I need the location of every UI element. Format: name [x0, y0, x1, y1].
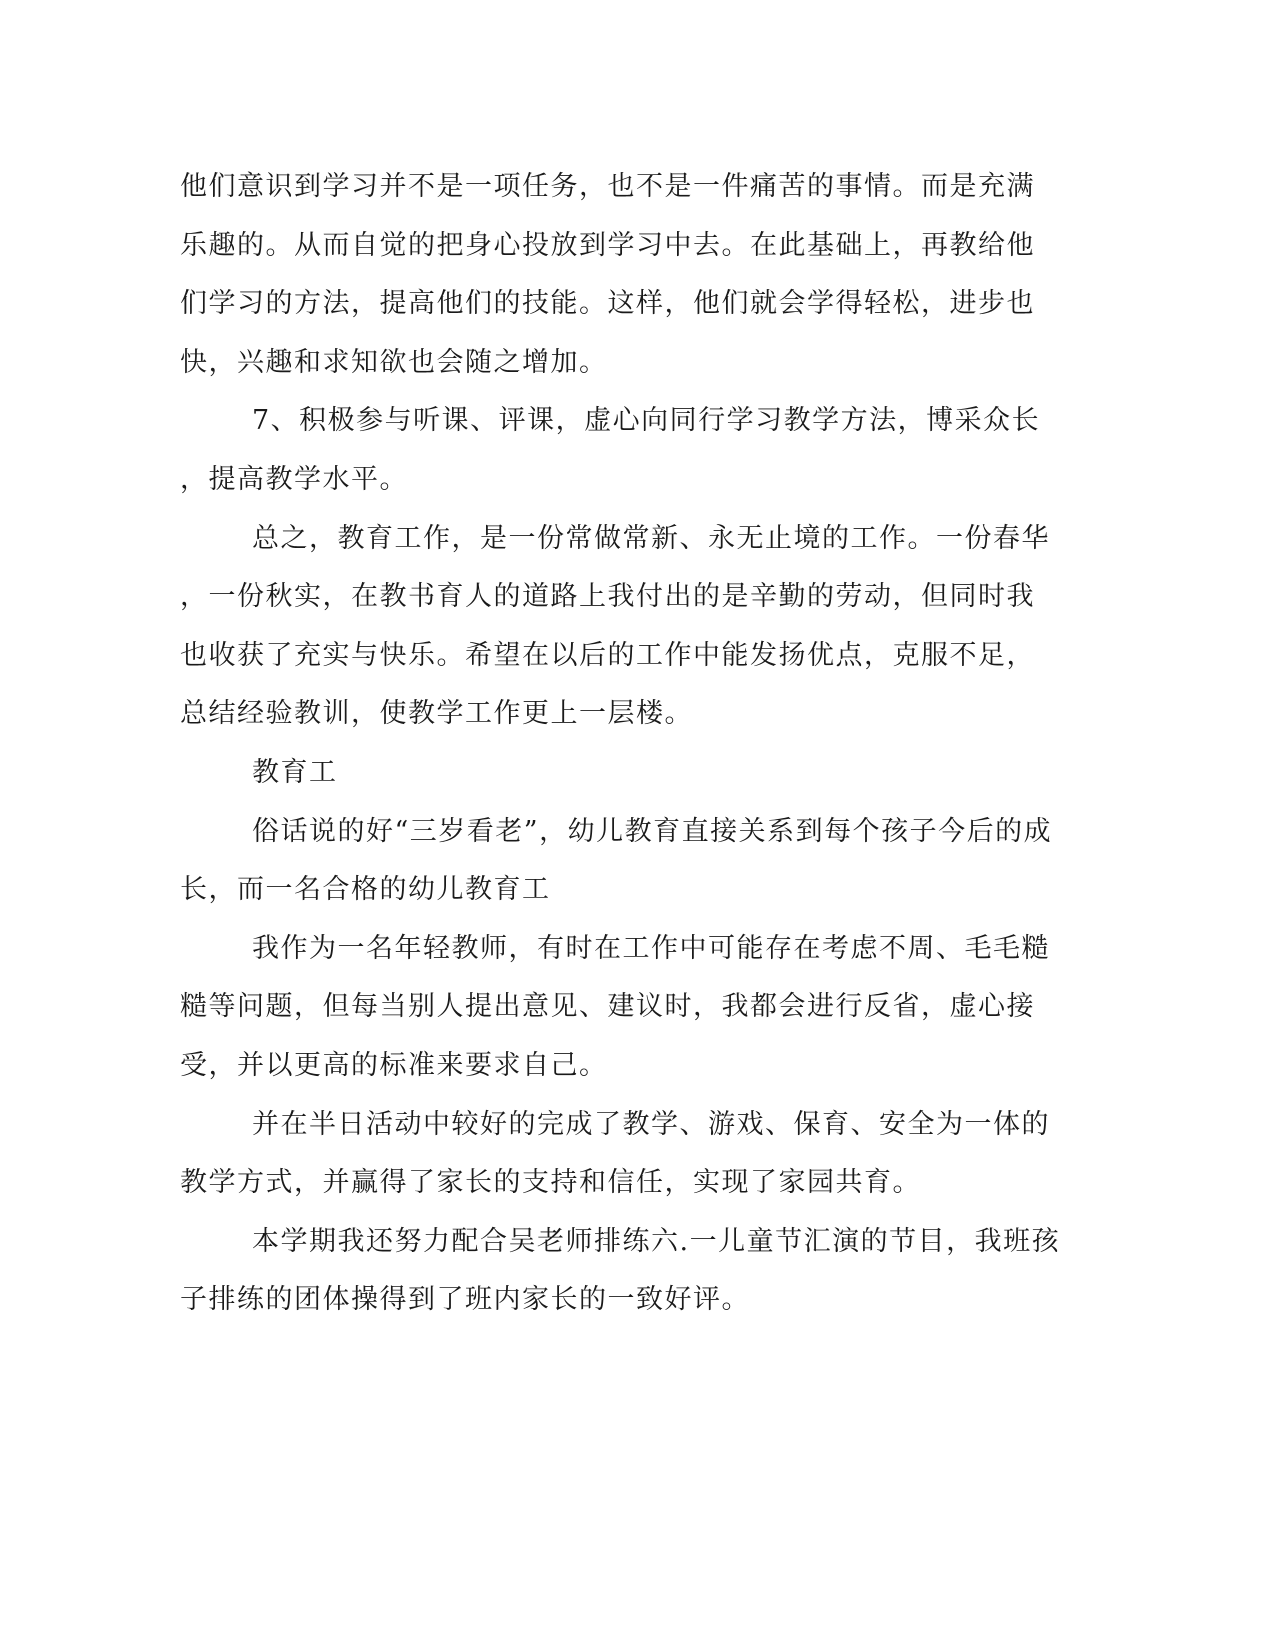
- text-line: 本学期我还努力配合吴老师排练六.一儿童节汇演的节目，我班孩: [252, 1225, 1061, 1257]
- text-line: 长，而一名合格的幼儿教育工: [180, 874, 551, 906]
- document-body: [180, 158, 1061, 1330]
- text-line: 糙等问题，但每当别人提出意见、建议时，我都会进行反省，虚心接: [180, 991, 1035, 1023]
- text-line: ，一份秋实，在教书育人的道路上我付出的是辛勤的劳动，但同时我: [180, 581, 1035, 613]
- text-line: 快，兴趣和求知欲也会随之增加。: [180, 346, 608, 378]
- text-line: 子排练的团体操得到了班内家长的一致好评。: [180, 1284, 750, 1316]
- text-line: 教育工: [252, 756, 338, 788]
- text-line: 总之，教育工作，是一份常做常新、永无止境的工作。一份春华: [252, 522, 1050, 554]
- text-line: 7、积极参与听课、评课，虚心向同行学习教学方法，博采众长: [252, 405, 1041, 437]
- text-line: 我作为一名年轻教师，有时在工作中可能存在考虑不周、毛毛糙: [252, 932, 1050, 964]
- text-line: 受，并以更高的标准来要求自己。: [180, 1049, 608, 1081]
- text-line: 们学习的方法，提高他们的技能。这样，他们就会学得轻松，进步也: [180, 288, 1035, 320]
- text-line: 并在半日活动中较好的完成了教学、游戏、保育、安全为一体的: [252, 1108, 1050, 1140]
- text-line: 俗话说的好“三岁看老”，幼儿教育直接关系到每个孩子今后的成: [252, 815, 1053, 847]
- text-line: 也收获了充实与快乐。希望在以后的工作中能发扬优点，克服不足，: [180, 639, 1035, 671]
- text-line: 乐趣的。从而自觉的把身心投放到学习中去。在此基础上，再教给他: [180, 229, 1035, 261]
- text-line: ，提高教学水平。: [180, 463, 408, 495]
- text-line: 教学方式，并赢得了家长的支持和信任，实现了家园共育。: [180, 1167, 921, 1199]
- text-line: 总结经验教训，使教学工作更上一层楼。: [180, 698, 693, 730]
- text-line: 他们意识到学习并不是一项任务，也不是一件痛苦的事情。而是充满: [180, 171, 1035, 202]
